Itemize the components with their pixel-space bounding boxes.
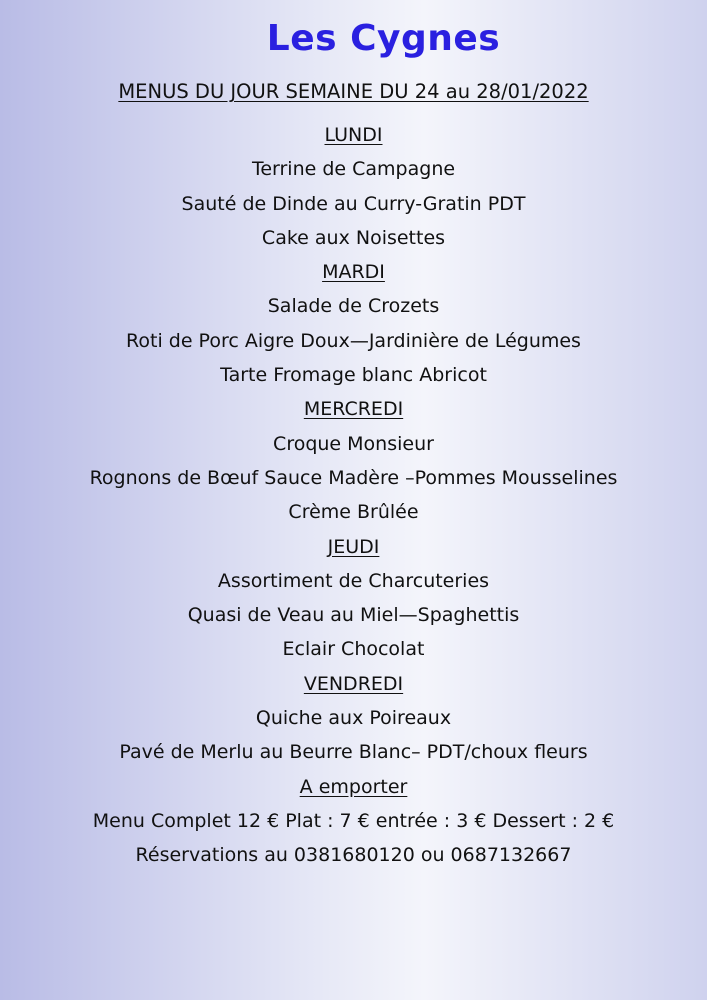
week-menu-heading: MENUS DU JOUR SEMAINE DU 24 au 28/01/2022 [118, 80, 589, 103]
restaurant-title: Les Cygnes [266, 18, 501, 59]
day-heading-jeudi: JEUDI [327, 535, 380, 558]
starter-vendredi: Quiche aux Poireaux [255, 707, 452, 730]
main-jeudi: Quasi de Veau au Miel—Spaghettis [187, 604, 520, 627]
starter-jeudi: Assortiment de Charcuteries [217, 569, 490, 592]
dessert-mardi: Tarte Fromage blanc Abricot [220, 364, 487, 387]
main-lundi: Sauté de Dinde au Curry-Gratin PDT [181, 192, 526, 215]
takeaway-prices: Menu Complet 12 € Plat : 7 € entrée : 3 € Dessert : 2 € [92, 809, 615, 832]
main-mardi: Roti de Porc Aigre Doux—Jardinière de Légumes [126, 329, 581, 352]
day-heading-vendredi: VENDREDI [303, 672, 404, 695]
day-heading-mercredi: MERCREDI [303, 398, 404, 421]
starter-mercredi: Croque Monsieur [273, 432, 434, 455]
menu-list [0, 118, 707, 873]
main-mercredi: Rognons de Bœuf Sauce Madère –Pommes Mousselines [89, 466, 618, 489]
reservation-phone: Réservations au 0381680120 ou 0687132667 [135, 844, 572, 867]
main-vendredi: Pavé de Merlu au Beurre Blanc– PDT/choux fleurs [119, 741, 588, 764]
day-heading-mardi: MARDI [322, 261, 385, 284]
starter-mardi: Salade de Crozets [267, 295, 440, 318]
dessert-mercredi: Crème Brûlée [288, 501, 419, 524]
dessert-jeudi: Eclair Chocolat [282, 638, 425, 661]
starter-lundi: Terrine de Campagne [251, 158, 456, 181]
dessert-lundi: Cake aux Noisettes [261, 226, 446, 249]
takeaway-heading: A emporter [299, 775, 408, 798]
day-heading-lundi: LUNDI [324, 124, 383, 146]
